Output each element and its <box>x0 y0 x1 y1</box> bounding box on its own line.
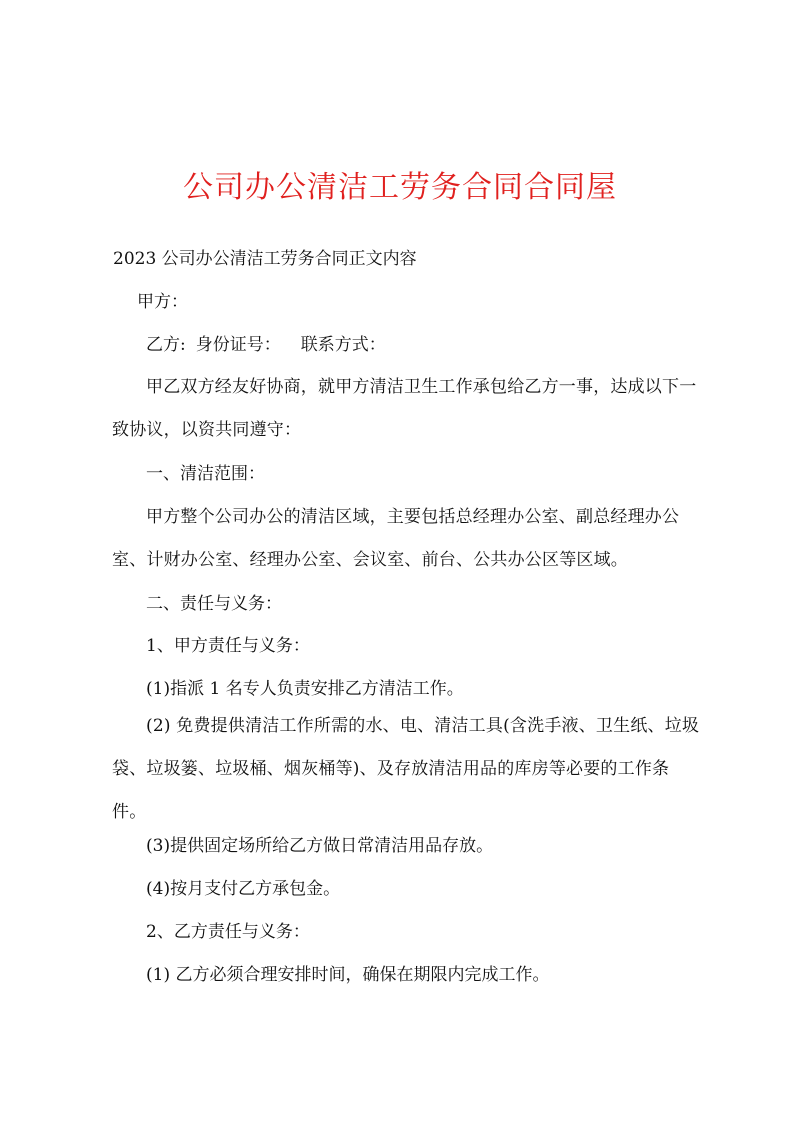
contact-label: 联系方式： <box>300 335 386 355</box>
section-heading-cleaning-scope: 一、清洁范围： <box>146 464 265 484</box>
party-a-item-3: (3)提供固定场所给乙方做日常清洁用品存放。 <box>146 836 494 856</box>
document-subtitle: 2023 公司办公清洁工劳务合同正文内容 <box>113 249 417 269</box>
cleaning-scope-paragraph: 甲方整个公司办公的清洁区域，主要包括总经理办公室、副总经理办公室、计财办公室、经理办公室、会议室、前台、公共办公区等区域。 <box>112 507 680 570</box>
party-b-line <box>146 333 386 357</box>
party-a-item-4: (4)按月支付乙方承包金。 <box>146 879 341 899</box>
party-a-item-2: (2) 免费提供清洁工作所需的水、电、清洁工具(含洗手液、卫生纸、垃圾袋、垃圾篓、垃圾桶、烟灰桶等)、及存放清洁用品的库房等必要的工作条件。 <box>112 716 700 822</box>
party-b-item-1: (1) 乙方必须合理安排时间，确保在期限内完成工作。 <box>146 965 550 985</box>
section-heading-responsibilities: 二、责任与义务： <box>146 594 282 614</box>
intro-paragraph: 甲乙双方经友好协商，就甲方清洁卫生工作承包给乙方一事，达成以下一致协议，以资共同遵守： <box>112 377 697 440</box>
document-title: 公司办公清洁工劳务合同合同屋 <box>183 170 617 205</box>
subsection-heading-party-b: 2、乙方责任与义务： <box>146 922 310 942</box>
id-number-label: 身份证号： <box>195 335 281 355</box>
party-b-label: 乙方: <box>146 335 186 355</box>
party-a-item-1: (1)指派 1 名专人负责安排乙方清洁工作。 <box>146 679 464 699</box>
subsection-heading-party-a: 1、甲方责任与义务： <box>146 636 310 656</box>
party-a-label: 甲方： <box>137 292 188 312</box>
